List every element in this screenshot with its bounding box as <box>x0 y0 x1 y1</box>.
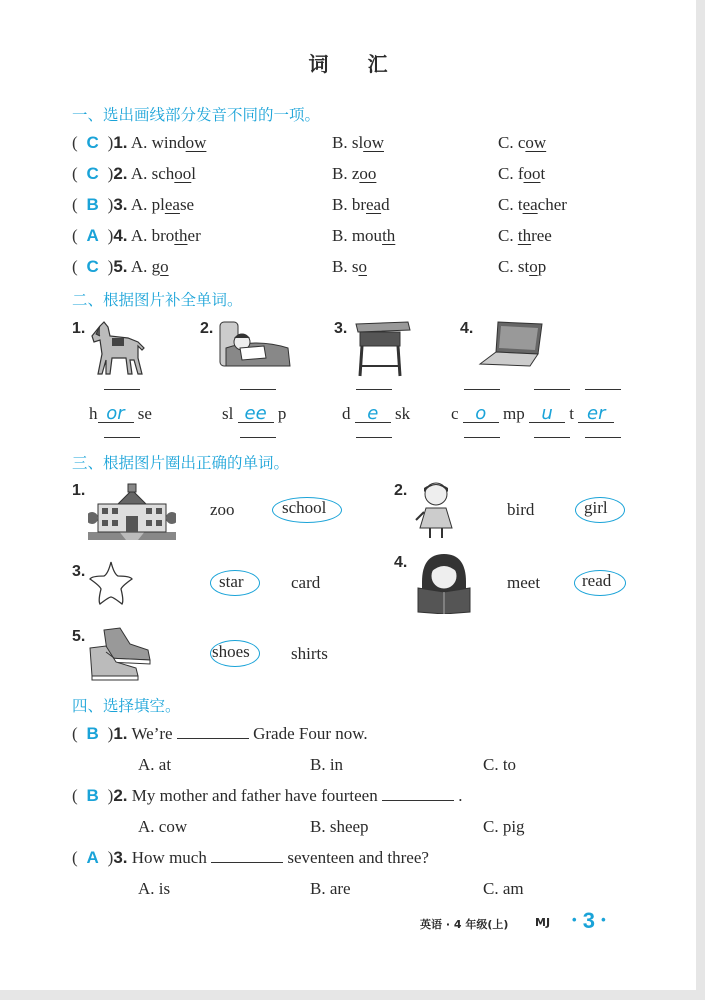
girl-reading-icon <box>412 552 476 614</box>
answer-choice[interactable]: C <box>86 164 99 183</box>
answer-fill[interactable]: or <box>98 403 134 424</box>
fill-word-3: d e sk <box>342 403 411 424</box>
option-c[interactable]: C. pig <box>483 817 525 836</box>
word-option[interactable]: meet <box>507 573 541 592</box>
answer-fill[interactable]: e <box>355 403 391 424</box>
question-number: 4. <box>113 226 128 245</box>
word-option-circled[interactable]: girl <box>584 498 608 517</box>
star-icon <box>86 558 136 608</box>
option-a: A. school <box>130 164 197 183</box>
question-number: 1. <box>113 133 128 152</box>
option-c: C. stop <box>498 257 547 276</box>
question-number: 3. <box>113 848 128 867</box>
section-4-heading: 四、选择填空。 <box>72 697 181 715</box>
option-a[interactable]: A. cow <box>138 817 188 836</box>
option-a: A. window <box>130 133 207 152</box>
answer-blank[interactable] <box>382 799 454 801</box>
answer-fill[interactable]: ee <box>238 403 274 424</box>
item-number: 1. <box>72 320 86 337</box>
answer-choice[interactable]: C <box>86 133 99 152</box>
option-b[interactable]: B. sheep <box>310 817 369 836</box>
option-a: A. go <box>130 257 169 276</box>
choice-question: ( B )2. My mother and father have fourteen . <box>72 786 463 805</box>
word-option[interactable]: bird <box>507 500 535 519</box>
answer-choice[interactable]: C <box>86 257 99 276</box>
option-c: C. foot <box>498 164 546 183</box>
option-c: C. cow <box>498 133 547 152</box>
pronunciation-question: ( B )3. A. please B. bread C. teacher <box>72 195 567 214</box>
section-2-heading: 二、根据图片补全单词。 <box>72 291 243 309</box>
option-c[interactable]: C. am <box>483 879 524 898</box>
answer-fill[interactable]: u <box>529 403 565 424</box>
answer-blank[interactable] <box>177 737 249 739</box>
item-number: 1. <box>72 482 86 499</box>
option-b[interactable]: B. in <box>310 755 344 774</box>
answer-fill[interactable]: er <box>578 403 614 424</box>
page-number: • 3 • <box>572 908 606 933</box>
word-option-circled[interactable]: star <box>219 572 244 591</box>
option-b: B. zoo <box>332 164 377 183</box>
school-building-icon <box>88 482 176 540</box>
section-3-heading: 三、根据图片圈出正确的单词。 <box>72 454 290 472</box>
answer-fill[interactable]: o <box>463 403 499 424</box>
item-number: 4. <box>394 554 408 571</box>
option-b: B. mouth <box>332 226 396 245</box>
answer-choice[interactable]: A <box>86 226 99 245</box>
option-c: C. three <box>498 226 552 245</box>
page-title: 词 汇 <box>308 52 404 76</box>
fill-word-4: c o mp u t er <box>451 403 614 424</box>
answer-choice[interactable]: B <box>86 786 99 805</box>
desk-icon <box>352 318 412 380</box>
item-number: 5. <box>72 628 86 645</box>
item-number: 2. <box>200 320 214 337</box>
pronunciation-question: ( C )5. A. go B. so C. stop <box>72 257 547 276</box>
word-option[interactable]: shirts <box>291 644 328 663</box>
item-number: 2. <box>394 482 408 499</box>
item-number: 3. <box>72 563 86 580</box>
word-option-circled[interactable]: school <box>282 498 327 517</box>
word-option-circled[interactable]: read <box>582 571 612 590</box>
option-c[interactable]: C. to <box>483 755 517 774</box>
footer-edition: MJ <box>535 916 551 929</box>
answer-choice[interactable]: A <box>86 848 99 867</box>
answer-blank[interactable] <box>211 861 283 863</box>
girl-icon <box>412 480 456 542</box>
choice-options <box>138 879 678 899</box>
pronunciation-question: ( C )2. A. school B. zoo C. foot <box>72 164 546 183</box>
fill-word-2: sl ee p <box>222 403 287 424</box>
option-a[interactable]: A. is <box>138 879 171 898</box>
question-number: 5. <box>113 257 128 276</box>
choice-question: ( A )3. How much seventeen and three? <box>72 848 429 867</box>
option-b: B. bread <box>332 195 390 214</box>
question-number: 1. <box>113 724 128 743</box>
shoes-icon <box>86 626 154 682</box>
laptop-icon <box>478 320 548 370</box>
pronunciation-question: ( C )1. A. window B. slow C. cow <box>72 133 547 152</box>
question-number: 2. <box>113 164 128 183</box>
horse-icon <box>86 318 150 380</box>
choice-options <box>138 817 678 837</box>
sleeping-child-icon <box>216 318 296 370</box>
option-b[interactable]: B. are <box>310 879 351 898</box>
section-1-heading: 一、选出画线部分发音不同的一项。 <box>72 106 321 124</box>
choice-question: ( B )1. We’re Grade Four now. <box>72 724 368 743</box>
fill-word-1: h or se <box>89 403 152 424</box>
answer-choice[interactable]: B <box>86 195 99 214</box>
choice-options <box>138 755 678 775</box>
option-a[interactable]: A. at <box>138 755 172 774</box>
item-number: 4. <box>460 320 474 337</box>
option-b: B. so <box>332 257 367 276</box>
option-b: B. slow <box>332 133 384 152</box>
option-a: A. please <box>130 195 195 214</box>
option-a: A. brother <box>130 226 201 245</box>
item-number: 3. <box>334 320 348 337</box>
option-c: C. teacher <box>498 195 567 214</box>
word-option[interactable]: zoo <box>210 500 235 519</box>
footer-book-label: 英语 · 4 年级(上) <box>420 918 509 931</box>
answer-choice[interactable]: B <box>86 724 99 743</box>
question-number: 2. <box>113 786 128 805</box>
question-number: 3. <box>113 195 128 214</box>
word-option[interactable]: card <box>291 573 321 592</box>
pronunciation-question: ( A )4. A. brother B. mouth C. three <box>72 226 552 245</box>
word-option-circled[interactable]: shoes <box>212 642 250 661</box>
